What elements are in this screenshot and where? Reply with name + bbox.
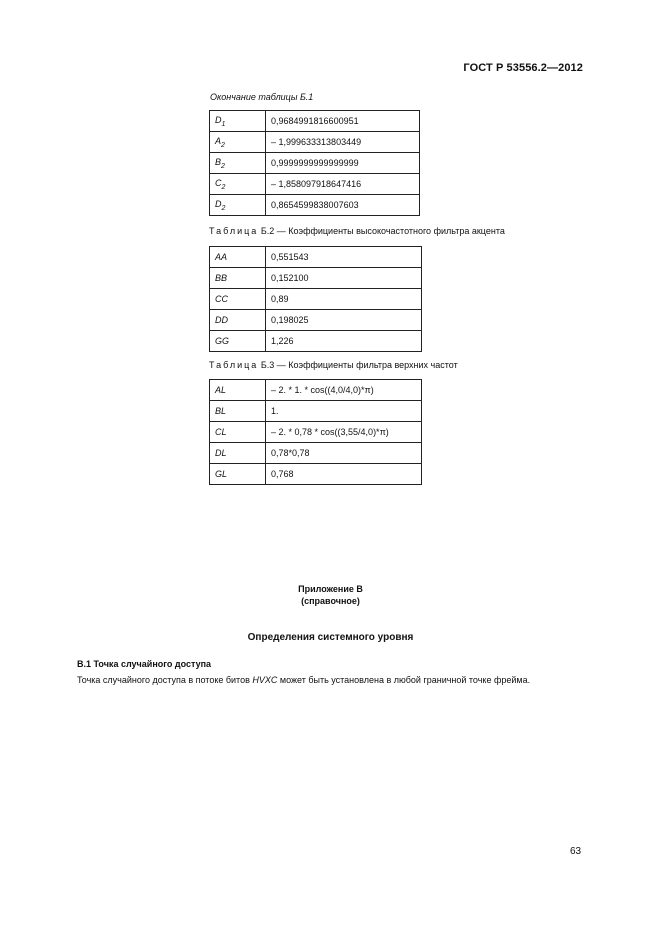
body-suffix: может быть установлена в любой граничной точке фрейма.: [277, 675, 531, 685]
table-row: [210, 310, 422, 331]
table-cell-key: AA: [210, 247, 266, 268]
table-cell-value: 0,9999999999999999: [266, 153, 420, 174]
table-cell-value: 0,551543: [266, 247, 422, 268]
appendix-heading: Определения системного уровня: [247, 632, 414, 643]
table-row: [210, 153, 420, 174]
table-cell-key: BB: [210, 268, 266, 289]
table-cell-key: DL: [210, 443, 266, 464]
page-number: 63: [570, 846, 582, 857]
table-cell-key: CC: [210, 289, 266, 310]
table-cell-value: 1.: [266, 401, 422, 422]
coef-subscript: 1: [221, 120, 226, 128]
table-cell-key: [210, 195, 266, 216]
table-row: [210, 331, 422, 352]
coef-subscript: 2: [221, 162, 225, 170]
table-cell-key: GL: [210, 464, 266, 485]
table-row: [210, 268, 422, 289]
table-cell-key: [210, 111, 266, 132]
appendix-subtitle: (справочное): [301, 596, 360, 606]
coef-symbol: D: [215, 198, 222, 209]
table3: [209, 379, 422, 485]
coef-subscript: 2: [221, 183, 226, 191]
table-cell-key: [210, 132, 266, 153]
caption-label: Таблица: [209, 226, 259, 236]
body-emphasis: HVXC: [252, 675, 278, 685]
table-cell-value: – 1,999633313803449: [266, 132, 420, 153]
coef-subscript: 2: [221, 141, 225, 149]
table2-caption: [209, 226, 505, 236]
section-body: [77, 675, 530, 685]
caption-text: Б.3 — Коэффициенты фильтра верхних частот: [260, 360, 458, 370]
body-prefix: Точка случайного доступа в потоке битов: [77, 675, 253, 685]
table-cell-key: CL: [210, 422, 266, 443]
table2: [209, 246, 422, 352]
table-row: [210, 111, 420, 132]
caption-text: Б.2 — Коэффициенты высокочастотного фильтра акцента: [260, 226, 505, 236]
table-cell-key: BL: [210, 401, 266, 422]
table-cell-value: – 2. * 0,78 * cos((3,55/4,0)*π): [266, 422, 422, 443]
table-cell-key: [210, 153, 266, 174]
table-row: [210, 132, 420, 153]
caption-label: Таблица: [209, 360, 259, 370]
appendix-title: Приложение В: [298, 584, 363, 594]
table-cell-value: 0,768: [266, 464, 422, 485]
table3-caption: [209, 360, 458, 370]
table-cell-value: 0,9684991816600951: [266, 111, 420, 132]
table-row: [210, 247, 422, 268]
table-cell-value: 0,89: [266, 289, 422, 310]
table-cell-key: [210, 174, 266, 195]
section-title: В.1 Точка случайного доступа: [77, 659, 212, 669]
table-cell-value: 0,198025: [266, 310, 422, 331]
table-row: [210, 464, 422, 485]
table-row: [210, 422, 422, 443]
table-row: [210, 380, 422, 401]
table-row: [210, 174, 420, 195]
table-cell-value: 1,226: [266, 331, 422, 352]
table-cell-value: 0,8654599838007603: [266, 195, 420, 216]
table-cell-value: – 2. * 1. * cos((4,0/4,0)*π): [266, 380, 422, 401]
table-row: [210, 443, 422, 464]
document-header: ГОСТ Р 53556.2—2012: [463, 62, 583, 74]
table-cell-value: – 1,858097918647416: [266, 174, 420, 195]
table-cell-value: 0,152100: [266, 268, 422, 289]
table-row: [210, 195, 420, 216]
coef-symbol: B: [215, 156, 222, 167]
coef-symbol: D: [215, 114, 222, 125]
coef-symbol: A: [215, 135, 222, 146]
table-row: [210, 401, 422, 422]
table1: [209, 110, 420, 216]
coef-subscript: 2: [221, 204, 226, 212]
table1-caption: Окончание таблицы Б.1: [210, 92, 314, 102]
table-cell-key: AL: [210, 380, 266, 401]
table-cell-key: GG: [210, 331, 266, 352]
table-row: [210, 289, 422, 310]
table-cell-value: 0,78*0,78: [266, 443, 422, 464]
coef-symbol: C: [215, 177, 222, 188]
table-cell-key: DD: [210, 310, 266, 331]
